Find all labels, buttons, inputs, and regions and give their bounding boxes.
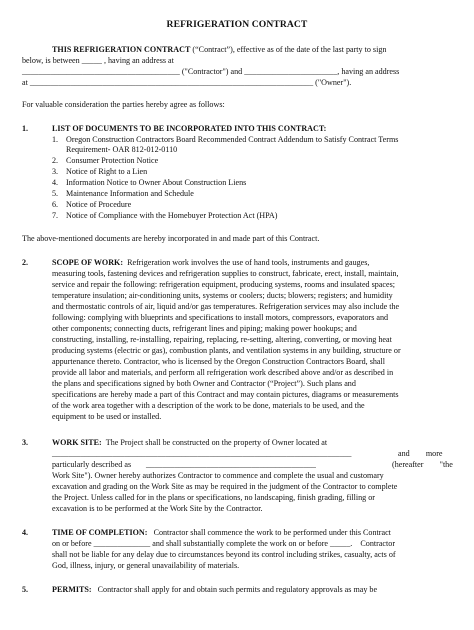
work-site-line: excavation and grading on the Work Site as may be required in the judgment of the Contractor to complete (52, 482, 398, 491)
intro-line-3: _______________________________________ ("Contractor") and _______________________, having an address (22, 67, 400, 76)
doc-list-number-5: 5. (52, 189, 59, 198)
doc-list-item-4: Information Notice to Owner About Construction Liens (66, 178, 247, 187)
section-4-heading: TIME OF COMPLETION: (52, 528, 148, 537)
section-3-line-1 (52, 438, 327, 448)
section-4-number: 4. (22, 528, 29, 537)
section-2-number: 2. (22, 258, 29, 267)
work-site-line: the Project. Unless called for in the plans or specifications, no landscaping, finish grading, filling or (52, 493, 375, 502)
scope-line: following: complying with blueprints and specifications to install motors, compressors, evaporators and (52, 313, 389, 322)
intro-line-4: at ______________________________________________________________________ ("Owner"). (22, 78, 352, 87)
work-site-and-more: and more (398, 449, 443, 458)
intro-lead: THIS REFRIGERATION CONTRACT (52, 45, 191, 54)
work-site-described-label: particularly described as (52, 460, 132, 469)
scope-line: provide all labor and materials, and perform all refrigeration work described above and/or as described in (52, 368, 394, 377)
work-site-hereafter: (hereafter "the (392, 460, 453, 469)
scope-line: temperature insulation; air-conditioning units, systems or coolers; ducts; blowers; registers; and humidity (52, 291, 393, 300)
scope-line: service and repair the following: refrigeration equipment, producing systems, rooms and insulated spaces; (52, 280, 395, 289)
doc-list-number-7: 7. (52, 211, 59, 220)
section-1-number: 1. (22, 124, 29, 133)
completion-line: God, illness, injury, or general unavailability of materials. (52, 561, 240, 570)
scope-line: measuring tools, fastening devices and refrigeration supplies to construct, fabricate, erect, install, maintain, (52, 269, 399, 278)
work-site-line: excavation is to be performed at the Work Site by the Contractor. (52, 504, 263, 513)
doc-list-item-1: Oregon Construction Contractors Board Recommended Contract Addendum to Satisfy Contract Terms (66, 135, 399, 144)
intro-line-1-text: (“Contract”), effective as of the date of the last party to sign (190, 45, 387, 54)
document-title: REFRIGERATION CONTRACT (166, 19, 308, 30)
completion-line: on or before ______________ and shall substantially complete the work on or before _____. Contractor (52, 539, 396, 548)
completion-line: shall not be liable for any delay due to circumstances beyond its control including strikes, casualty, acts of (52, 550, 396, 559)
scope-line: the plans and specifications signed by both Owner and Contractor (“Project”). Such plans and (52, 379, 356, 388)
doc-list-item-7: Notice of Compliance with the Homebuyer Protection Act (HPA) (66, 211, 278, 220)
section-2-line-1 (52, 258, 369, 268)
section-2-text-1: Refrigeration work involves the use of hand tools, instruments and gauges, (127, 258, 370, 267)
doc-list-number-1: 1. (52, 135, 59, 144)
doc-list-item-6: Notice of Procedure (66, 200, 132, 209)
work-site-description-blank: __________________________________________ (146, 460, 316, 469)
section-5-heading: PERMITS: (52, 585, 92, 594)
incorporated-text: The above-mentioned documents are hereby incorporated in and made part of this Contract. (22, 234, 320, 243)
doc-list-item-2: Consumer Protection Notice (66, 156, 159, 165)
intro-line-1 (52, 45, 386, 55)
section-3-number: 3. (22, 438, 29, 447)
section-2-heading: SCOPE OF WORK: (52, 258, 124, 267)
scope-line: specifications are hereby made a part of this Contract and may contain pictures, diagrams or measurements (52, 390, 399, 399)
section-5-text-1: Contractor shall apply for and obtain such permits and regulatory approvals as may be (97, 585, 378, 594)
doc-list-number-4: 4. (52, 178, 59, 187)
consideration-text: For valuable consideration the parties hereby agree as follows: (22, 100, 225, 109)
doc-list-item-3: Notice of Right to a Lien (66, 167, 148, 176)
scope-line: appurtenance thereto. Contractor, who is licensed by the Oregon Construction Contractors Board, shall (52, 357, 386, 366)
section-4-line-1 (52, 528, 391, 538)
doc-list-number-3: 3. (52, 167, 59, 176)
scope-line: and thermostatic controls of air, liquid and/or gas temperatures. Refrigeration services may also include the (52, 302, 400, 311)
work-site-line: Work Site"). Owner hereby authorizes Contractor to commence and complete the usual and customary (52, 471, 384, 480)
work-site-address-blank: __________________________________________________________________________ (52, 449, 352, 458)
scope-line: equipment to be used or installed. (52, 412, 162, 421)
section-3-heading: WORK SITE: (52, 438, 102, 447)
section-3-text-1: The Project shall be constructed on the property of Owner located at (105, 438, 328, 447)
section-4-text-1: Contractor shall commence the work to be performed under this Contract (153, 528, 391, 537)
section-5-number: 5. (22, 585, 29, 594)
doc-list-item-1-cont: Requirement- OAR 812-012-0110 (66, 145, 178, 154)
scope-line: producing systems (electric or gas), combustion plants, and ventilation systems in any building, structure or (52, 346, 401, 355)
doc-list-number-2: 2. (52, 156, 59, 165)
scope-line: other components; connecting ducts, refrigerant lines and piping; making power hookups; and (52, 324, 357, 333)
section-1-heading: LIST OF DOCUMENTS TO BE INCORPORATED INTO THIS CONTRACT: (52, 124, 327, 133)
scope-line: of the work area together with a description of the work to be done, materials to be used, and the (52, 401, 365, 410)
doc-list-number-6: 6. (52, 200, 59, 209)
doc-list-item-5: Maintenance Information and Schedule (66, 189, 194, 198)
section-5-line-1 (52, 585, 377, 595)
scope-line: constructing, installing, re-installing, repairing, replacing, re-setting, altering, converting, or moving heat (52, 335, 392, 344)
intro-line-2: below, is between _____ , having an address at (22, 56, 174, 65)
